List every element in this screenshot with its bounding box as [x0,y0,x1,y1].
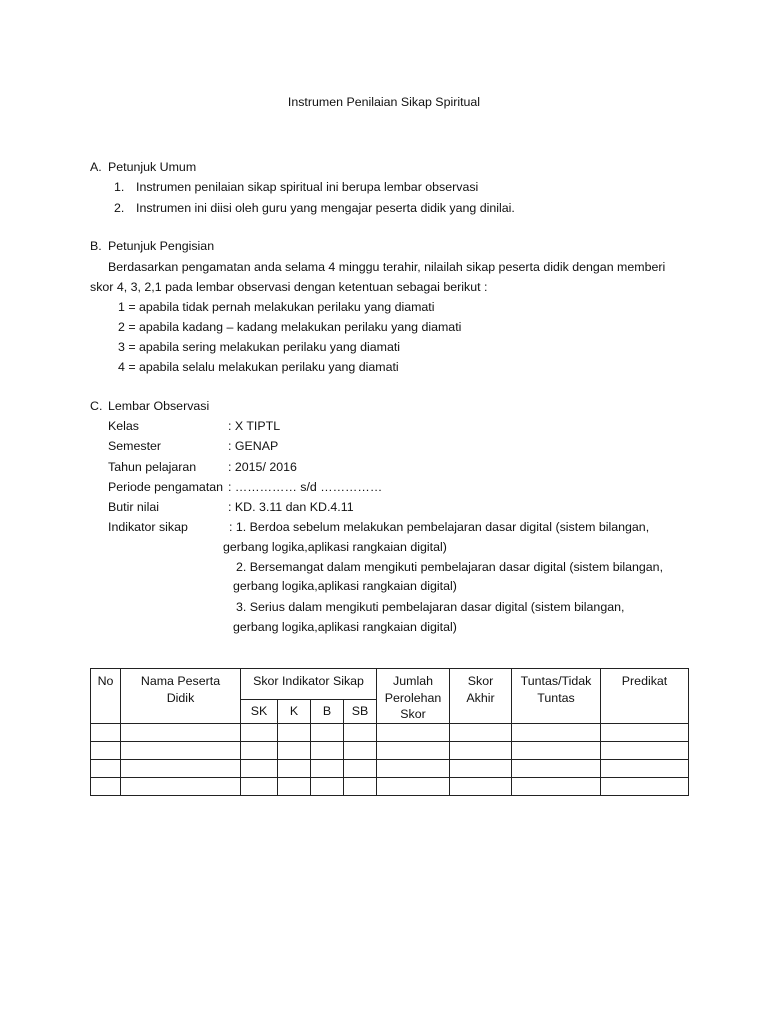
subheader-sk: SK [241,699,278,723]
section-b-heading: Petunjuk Pengisian [108,239,215,253]
section-a-heading: Petunjuk Umum [108,160,197,174]
subheader-sb: SB [344,699,377,723]
field-label-tahun: Tahun pelajaran [108,460,197,474]
table-cell [344,723,377,741]
table-cell [377,741,450,759]
indikator-line: : 1. Berdoa sebelum melakukan pembelajaran dasar digital (sistem bilangan, [229,520,650,534]
table-cell [377,723,450,741]
table-cell [278,723,311,741]
section-c-letter: C. [90,399,103,413]
indikator-line: gerbang logika,aplikasi rangkaian digital) [223,540,447,554]
table-cell [601,741,689,759]
score-rule: 1 = apabila tidak pernah melakukan perilaku yang diamati [118,300,435,314]
score-rule: 3 = apabila sering melakukan perilaku yang diamati [118,340,401,354]
observation-table [90,668,689,796]
header-tuntas: Tuntas/Tidak Tuntas [512,669,601,724]
table-cell [311,759,344,777]
field-value-butir: : KD. 3.11 dan KD.4.11 [228,500,354,514]
list-item: Instrumen ini diisi oleh guru yang mengajar peserta didik yang dinilai. [136,201,515,215]
field-value-tahun: : 2015/ 2016 [228,460,297,474]
section-b-letter: B. [90,239,102,253]
table-cell [344,741,377,759]
table-row [91,723,689,741]
table-cell [278,777,311,795]
table-cell [121,741,241,759]
field-label-periode: Periode pengamatan [108,480,224,494]
table-header-row [91,669,689,700]
list-item-number: 1. [114,180,125,194]
page-title: Instrumen Penilaian Sikap Spiritual [287,95,481,109]
table-cell [241,759,278,777]
table-row [91,741,689,759]
table-row [91,777,689,795]
table-cell [278,741,311,759]
table-cell [311,777,344,795]
table-cell [91,723,121,741]
table-cell [241,777,278,795]
header-skor-akhir: Skor Akhir [450,669,512,724]
section-a-letter: A. [90,160,102,174]
indikator-line: gerbang logika,aplikasi rangkaian digital) [233,620,457,634]
subheader-k: K [278,699,311,723]
table-row [91,759,689,777]
field-value-periode: : …………… s/d …………… [228,480,383,494]
table-cell [450,777,512,795]
field-label-butir: Butir nilai [108,500,159,514]
table-cell [311,723,344,741]
indikator-line: gerbang logika,aplikasi rangkaian digital) [233,579,457,593]
table-cell [512,777,601,795]
table-cell [512,723,601,741]
header-nama: Nama Peserta Didik [121,669,241,724]
paragraph-line: skor 4, 3, 2,1 pada lembar observasi dengan ketentuan sebagai berikut : [90,280,488,294]
header-jumlah: Jumlah Perolehan Skor [377,669,450,724]
table-cell [344,777,377,795]
indikator-line: 3. Serius dalam mengikuti pembelajaran dasar digital (sistem bilangan, [236,600,625,614]
table-cell [450,723,512,741]
table-cell [278,759,311,777]
table-cell [512,741,601,759]
table-cell [450,741,512,759]
field-label-indikator: Indikator sikap [108,520,188,534]
table-cell [91,741,121,759]
table-cell [241,723,278,741]
score-rule: 2 = apabila kadang – kadang melakukan perilaku yang diamati [118,320,462,334]
table-cell [241,741,278,759]
table-cell [512,759,601,777]
table-cell [311,741,344,759]
table-cell [450,759,512,777]
paragraph-line: Berdasarkan pengamatan anda selama 4 minggu terahir, nilailah sikap peserta didik dengan memberi [108,260,666,274]
table-cell [121,777,241,795]
subheader-b: B [311,699,344,723]
header-skor-indikator: Skor Indikator Sikap [241,669,377,700]
field-label-kelas: Kelas [108,419,139,433]
table-cell [121,723,241,741]
field-label-semester: Semester [108,439,162,453]
table-cell [91,777,121,795]
table-cell [377,777,450,795]
field-value-kelas: : X TIPTL [228,419,281,433]
field-value-semester: : GENAP [228,439,279,453]
header-no: No [91,669,121,724]
table-cell [377,759,450,777]
list-item-number: 2. [114,201,125,215]
table-cell [121,759,241,777]
section-c-heading: Lembar Observasi [108,399,210,413]
indikator-line: 2. Bersemangat dalam mengikuti pembelajaran dasar digital (sistem bilangan, [236,560,664,574]
table-cell [601,759,689,777]
list-item: Instrumen penilaian sikap spiritual ini berupa lembar observasi [136,180,479,194]
header-predikat: Predikat [601,669,689,724]
table-cell [601,723,689,741]
table-cell [344,759,377,777]
score-rule: 4 = apabila selalu melakukan perilaku yang diamati [118,360,399,374]
table-cell [91,759,121,777]
table-cell [601,777,689,795]
